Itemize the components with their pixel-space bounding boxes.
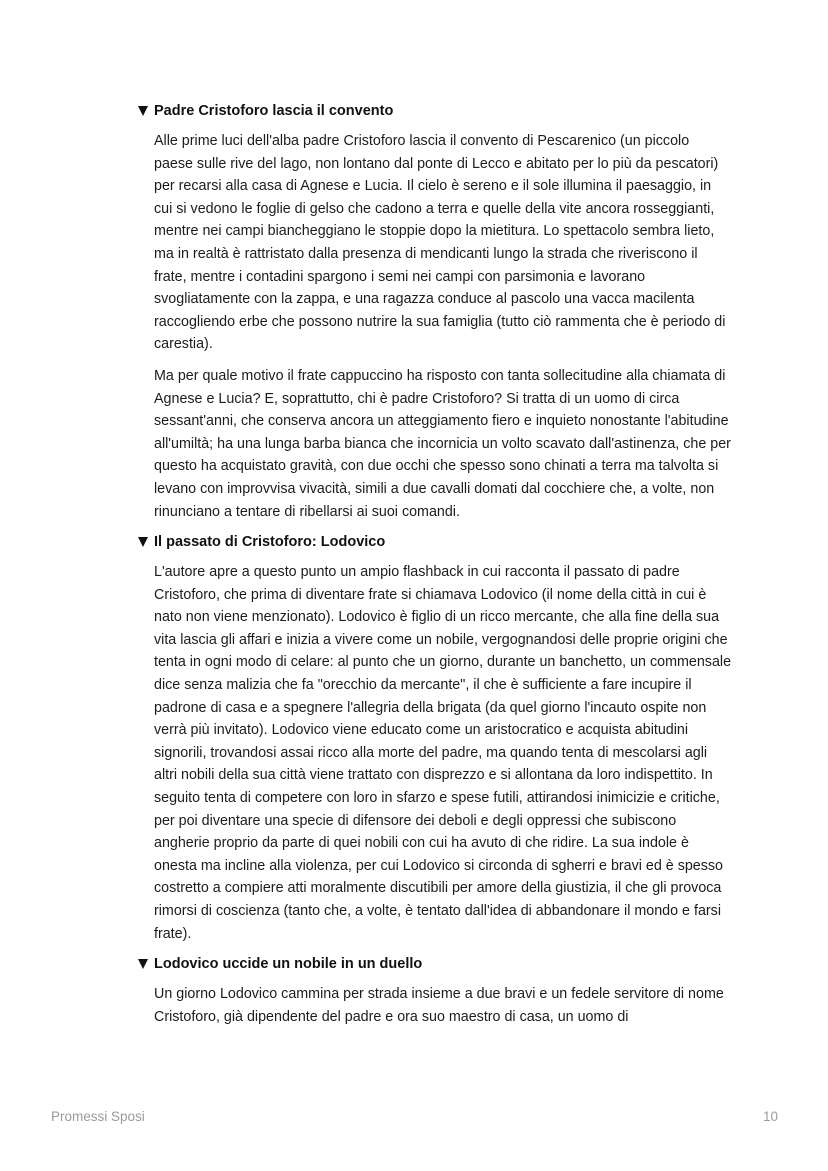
section-padre-cristoforo-lascia-il-convento bbox=[137, 101, 737, 523]
document-content bbox=[137, 101, 737, 1037]
section-body bbox=[154, 130, 732, 523]
paragraph: L'autore apre a questo punto un ampio flashback in cui racconta il passato di padre Cristoforo, che prima di diventare frate si chiamava Lodovico (il nome della città in cui è nato non viene menzionato). Lodovico è figlio di un ricco mercante, che alla fine della sua vita lascia gli affari e inizia a vivere come un nobile, vergognandosi delle proprie origini che tenta in ogni modo di celare: al punto che un giorno, durante un banchetto, un commensale dice senza malizia che fa "orecchio da mercante", il che è sufficiente a fare incupire il padrone di casa e a spegnere l'allegria della brigata (da quel giorno l'incauto ospite non verrà più invitato). Lodovico viene educato come un aristocratico e acquista abitudini signorili, trovandosi assai ricco alla morte del padre, ma quando tenta di mescolarsi agli altri nobili della sua città viene trattato con disprezzo e si allontana da loro indispettito. In seguito tenta di competere con loro in sfarzo e spese futili, attirandosi inimicizie e critiche, per poi diventare una specie di difensore dei deboli e degli oppressi che subiscono angherie proprio da parte di quei nobili con cui ha avuto di che ridire. La sua indole è onesta ma incline alla violenza, per cui Lodovico si circonda di sgherri e bravi ed è spesso costretto a compiere atti moralmente discutibili per amore della giustizia, il che gli provoca rimorsi di coscienza (tanto che, a volte, è tentato dall'idea di abbandonare il mondo e farsi frate). bbox=[154, 564, 732, 942]
triangle-down-icon[interactable] bbox=[138, 959, 148, 969]
section-heading: Lodovico uccide un nobile in un duello bbox=[154, 956, 423, 973]
section-toggle-header[interactable] bbox=[137, 532, 737, 552]
section-body bbox=[154, 983, 732, 1028]
section-il-passato-di-cristoforo bbox=[137, 532, 737, 945]
section-toggle-header[interactable] bbox=[137, 954, 737, 974]
triangle-down-icon[interactable] bbox=[138, 537, 148, 547]
section-lodovico-uccide-un-nobile bbox=[137, 954, 737, 1028]
paragraph: Ma per quale motivo il frate cappuccino ha risposto con tanta sollecitudine alla chiamata di Agnese e Lucia? E, soprattutto, chi è padre Cristoforo? Si tratta di un uomo di circa sessant'anni, che conserva ancora un atteggiamento fiero e inquieto nonostante l'abitudine all'umiltà; ha una lunga barba bianca che incornicia un volto scavato dall'astinenza, che per questo ha acquistato gravità, con due occhi che spesso sono chinati a terra ma talvolta si levano con improvvisa vivacità, simili a due cavalli domati dal cocchiere che, a volte, non rinunciano a tentare di ribellarsi ai suoi comandi. bbox=[154, 367, 731, 520]
footer-page-number: 10 bbox=[762, 1109, 778, 1124]
paragraph: Un giorno Lodovico cammina per strada insieme a due bravi e un fedele servitore di nome Cristoforo, già dipendente del padre e ora suo maestro di casa, un uomo di bbox=[154, 986, 724, 1025]
paragraph: Alle prime luci dell'alba padre Cristoforo lascia il convento di Pescarenico (un piccolo paese sulle rive del lago, non lontano dal ponte di Lecco e abitato per lo più da pescatori) per recarsi alla casa di Agnese e Lucia. Il cielo è sereno e il sole illumina il paesaggio, in cui si vedono le foglie di gelso che cadono a terra e quelle della vite ancora rosseggianti, mentre nei campi biancheggiano le stoppie dopo la mietitura. Lo spettacolo sembra lieto, ma in realtà è rattristato dalla presenza di mendicanti lungo la strada che riveriscono il frate, mentre i contadini spargono i semi nei campi con parsimonia e lavorano svogliatamente con la zappa, e una ragazza conduce al pascolo una vacca macilenta raccogliendo erbe che possono nutrire la sua famiglia (tutto ciò rammenta che è periodo di carestia). bbox=[154, 133, 726, 353]
triangle-down-icon[interactable] bbox=[138, 106, 148, 116]
section-toggle-header[interactable] bbox=[137, 101, 737, 121]
section-body bbox=[154, 561, 732, 945]
footer-document-title: Promessi Sposi bbox=[51, 1109, 145, 1124]
section-heading: Padre Cristoforo lascia il convento bbox=[154, 103, 394, 119]
section-heading: Il passato di Cristoforo: Lodovico bbox=[154, 534, 386, 551]
